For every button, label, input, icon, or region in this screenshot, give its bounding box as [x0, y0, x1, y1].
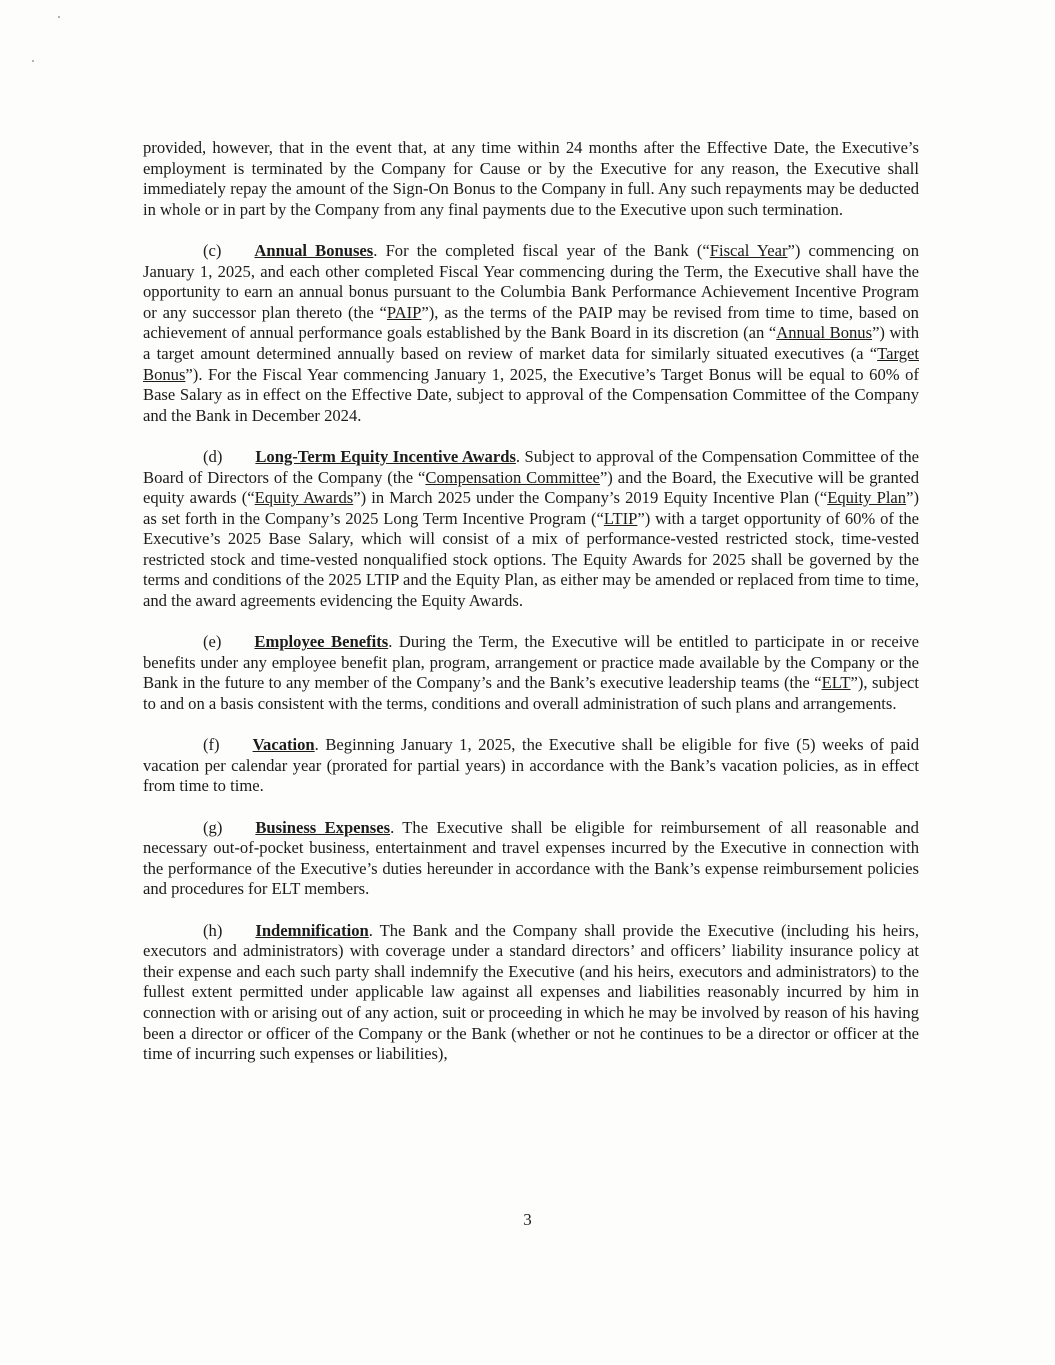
- section-heading: Employee Benefits: [254, 632, 389, 652]
- section-heading: Vacation: [252, 735, 315, 755]
- document-page: [143, 138, 919, 1065]
- section-heading: Indemnification: [255, 920, 369, 940]
- defined-term: Equity Awards: [254, 488, 354, 508]
- defined-term: PAIP: [386, 302, 422, 322]
- section-e-employee-benefits: (e) Employee Benefits. During the Term, the Executive will be entitled to participate in or receive benefits under any employee benefit plan, program, arrangement or practice made available by the Company or the Bank in the future to any member of the Company’s and the Bank’s executive leadership teams (the “ELT”), subject to and on a basis consistent with the terms, conditions and overall administration of such plans and arrangements.: [143, 632, 919, 714]
- defined-term: Compensation Committee: [425, 467, 600, 487]
- section-heading: Annual Bonuses: [254, 240, 374, 260]
- scan-speck: [58, 16, 60, 18]
- defined-term: LTIP: [603, 508, 638, 528]
- section-marker: (g): [203, 817, 223, 837]
- intro-paragraph: provided, however, that in the event that, at any time within 24 months after the Effective Date, the Executive’s employment is terminated by the Company for Cause or by the Executive for any reason, the Executive shall immediately repay the amount of the Sign-On Bonus to the Company in full. Any such repayments may be deducted in whole or in part by the Company from any final payments due to the Executive upon such termination.: [143, 138, 919, 219]
- defined-term: Fiscal Year: [709, 240, 788, 260]
- section-heading: Business Expenses: [255, 817, 391, 837]
- section-c-annual-bonuses: (c) Annual Bonuses. For the completed fiscal year of the Bank (“Fiscal Year”) commencing on January 1, 2025, and each other completed Fiscal Year commencing during the Term, the Executive shall have the opportunity to earn an annual bonus pursuant to the Columbia Bank Performance Achievement Incentive Program or any successor plan thereto (the “PAIP”), as the terms of the PAIP may be revised from time to time, based on achievement of annual performance goals established by the Bank Board in its discretion (an “Annual Bonus”) with a target amount determined annually based on review of market data for similarly situated executives (a “Target Bonus”). For the Fiscal Year commencing January 1, 2025, the Executive’s Target Bonus will be equal to 60% of Base Salary as in effect on the Effective Date, subject to approval of the Compensation Committee of the Company and the Bank in December 2024.: [143, 240, 920, 425]
- page-number: 3: [523, 1210, 532, 1229]
- section-d-equity-awards: (d) Long-Term Equity Incentive Awards. Subject to approval of the Compensation Committee of the Board of Directors of the Company (the “Compensation Committee”) and the Board, the Executive will be granted equity awards (“Equity Awards”) in March 2025 under the Company’s 2019 Equity Incentive Plan (“Equity Plan”) as set forth in the Company’s 2025 Long Term Incentive Program (“LTIP”) with a target opportunity of 60% of the Executive’s 2025 Base Salary, which will consist of a mix of performance-vested restricted stock, time-vested restricted stock and time-vested nonqualified stock options. The Equity Awards for 2025 shall be governed by the terms and conditions of the 2025 LTIP and the Equity Plan, as either may be amended or replaced from time to time, and the award agreements evidencing the Equity Awards.: [143, 446, 920, 611]
- section-marker: (f): [203, 735, 220, 755]
- section-f-vacation: (f) Vacation. Beginning January 1, 2025, the Executive shall be eligible for five (5) weeks of paid vacation per calendar year (prorated for partial years) in accordance with the Bank’s vacation policies, as in effect from time to time.: [143, 735, 919, 796]
- section-marker: (c): [203, 240, 222, 260]
- defined-term: ELT: [821, 673, 851, 693]
- defined-term: Target Bonus: [143, 343, 919, 384]
- section-marker: (d): [203, 446, 223, 466]
- scan-speck: [32, 60, 34, 62]
- section-heading: Long-Term Equity Incentive Awards: [255, 446, 516, 466]
- section-marker: (e): [203, 632, 222, 652]
- defined-term: Annual Bonus: [776, 323, 873, 343]
- section-marker: (h): [203, 920, 223, 940]
- defined-term: Equity Plan: [827, 488, 907, 508]
- section-g-business-expenses: (g) Business Expenses. The Executive shall be eligible for reimbursement of all reasonable and necessary out-of-pocket business, entertainment and travel expenses incurred by the Executive in connection with the performance of the Executive’s duties hereunder in accordance with the Bank’s expense reimbursement policies and procedures for ELT members.: [143, 817, 919, 899]
- section-h-indemnification: (h) Indemnification. The Bank and the Company shall provide the Executive (including his heirs, executors and administrators) with coverage under a standard directors’ and officers’ liability insurance policy at their expense and each such party shall indemnify the Executive (and his heirs, executors and administrators) to the fullest extent permitted under applicable law against all expenses and liabilities reasonably incurred by him in connection with or arising out of any action, suit or proceeding in which he may be involved by reason of his having been a director or officer of the Company or the Bank (whether or not he continues to be a director or officer at the time of incurring such expenses or liabilities),: [143, 920, 919, 1064]
